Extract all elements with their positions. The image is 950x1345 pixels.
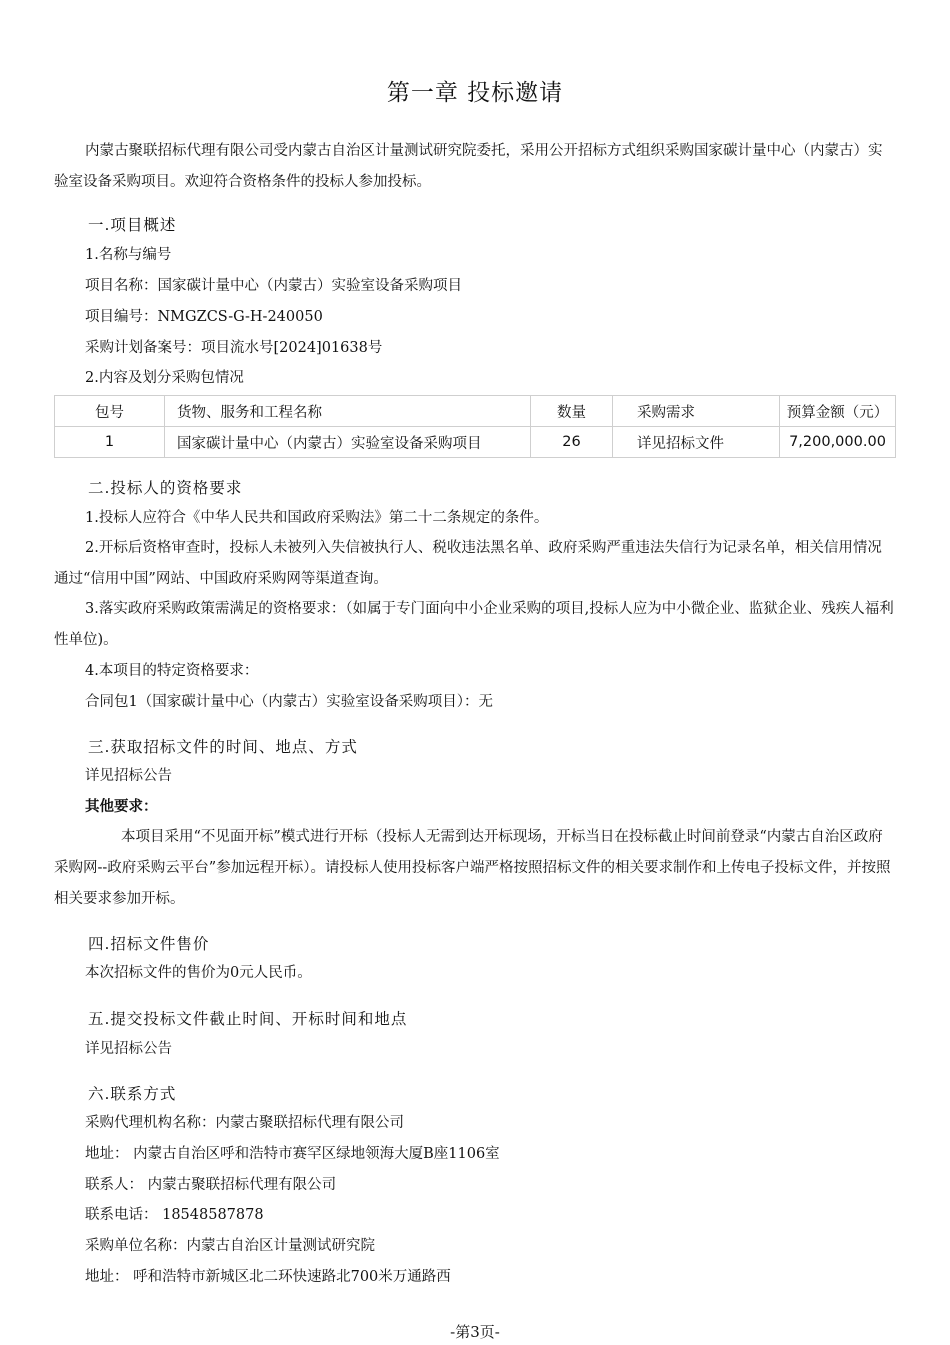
page-title: 第一章 投标邀请 — [386, 80, 564, 106]
contact-phone: 联系电话： 18548587878 — [85, 1207, 264, 1223]
contact-person: 联系人： 内蒙古聚联招标代理有限公司 — [85, 1177, 337, 1193]
plan-number: 采购计划备案号：项目流水号[2024]01638号 — [85, 340, 383, 356]
name-code-subheading: 1.名称与编号 — [85, 247, 172, 263]
header-quantity: 数量 — [531, 396, 613, 427]
qualification-5: 合同包1（国家碳计量中心（内蒙古）实验室设备采购项目）：无 — [85, 694, 493, 710]
cell-package-no: 1 — [55, 427, 165, 458]
qualification-1: 1.投标人应符合《中华人民共和国政府采购法》第二十二条规定的条件。 — [85, 510, 549, 526]
header-budget: 预算金额（元） — [780, 396, 896, 427]
obtain-docs-text: 详见招标公告 — [85, 768, 172, 784]
other-requirements-label: 其他要求： — [85, 798, 158, 815]
table-row — [55, 427, 896, 458]
section-2-heading: 二.投标人的资格要求 — [88, 479, 243, 497]
page-number: -第3页- — [450, 1323, 500, 1341]
package-table — [54, 395, 896, 458]
project-name: 项目名称：国家碳计量中心（内蒙古）实验室设备采购项目 — [85, 278, 462, 294]
intro-paragraph: 内蒙古聚联招标代理有限公司受内蒙古自治区计量测试研究院委托，采用公开招标方式组织采购国家碳计量中心（内蒙古）实验室设备采购项目。欢迎符合资格条件的投标人参加投标。 — [54, 143, 883, 190]
header-item-name: 货物、服务和工程名称 — [165, 396, 531, 427]
table-header-row — [55, 396, 896, 427]
section-5-heading: 五.提交投标文件截止时间、开标时间和地点 — [88, 1010, 408, 1028]
header-requirement: 采购需求 — [613, 396, 780, 427]
section-3-heading: 三.获取招标文件的时间、地点、方式 — [88, 738, 358, 756]
buyer-address: 地址： 呼和浩特市新城区北二环快速路北700米万通路西 — [85, 1269, 451, 1285]
cell-item-name: 国家碳计量中心（内蒙古）实验室设备采购项目 — [165, 427, 531, 458]
qualification-3: 3.落实政府采购政策需满足的资格要求：（如属于专门面向中小企业采购的项目,投标人应为中小微企业、监狱企业、残疾人福利性单位)。 — [54, 601, 894, 648]
buyer-name: 采购单位名称：内蒙古自治区计量测试研究院 — [85, 1238, 375, 1254]
qualification-2: 2.开标后资格审查时，投标人未被列入失信被执行人、税收违法黑名单、政府采购严重违法失信行为记录名单，相关信用情况通过“信用中国”网站、中国政府采购网等渠道查询。 — [54, 540, 882, 587]
cell-quantity: 26 — [531, 427, 613, 458]
cell-requirement: 详见招标文件 — [613, 427, 780, 458]
other-requirements-text: 本项目采用“不见面开标”模式进行开标（投标人无需到达开标现场，开标当日在投标截止时间前登录“内蒙古自治区政府采购网--政府采购云平台”参加远程开标）。请投标人使用投标客户端严格按照招标文件的相关要求制作和上传电子投标文件，并按照相关要求参加开标。 — [54, 829, 891, 907]
qualification-4: 4.本项目的特定资格要求： — [85, 663, 259, 679]
project-code: 项目编号：NMGZCS-G-H-240050 — [85, 309, 323, 325]
cell-budget: 7,200,000.00 — [780, 427, 896, 458]
doc-price-text: 本次招标文件的售价为0元人民币。 — [85, 965, 312, 981]
section-6-heading: 六.联系方式 — [88, 1085, 177, 1103]
section-4-heading: 四.招标文件售价 — [88, 935, 210, 953]
header-package-no: 包号 — [55, 396, 165, 427]
agency-name: 采购代理机构名称：内蒙古聚联招标代理有限公司 — [85, 1115, 404, 1131]
package-subheading: 2.内容及划分采购包情况 — [85, 370, 244, 386]
section-1-heading: 一.项目概述 — [88, 216, 177, 234]
deadline-text: 详见招标公告 — [85, 1041, 172, 1057]
agency-address: 地址： 内蒙古自治区呼和浩特市赛罕区绿地领海大厦B座1106室 — [85, 1146, 500, 1162]
